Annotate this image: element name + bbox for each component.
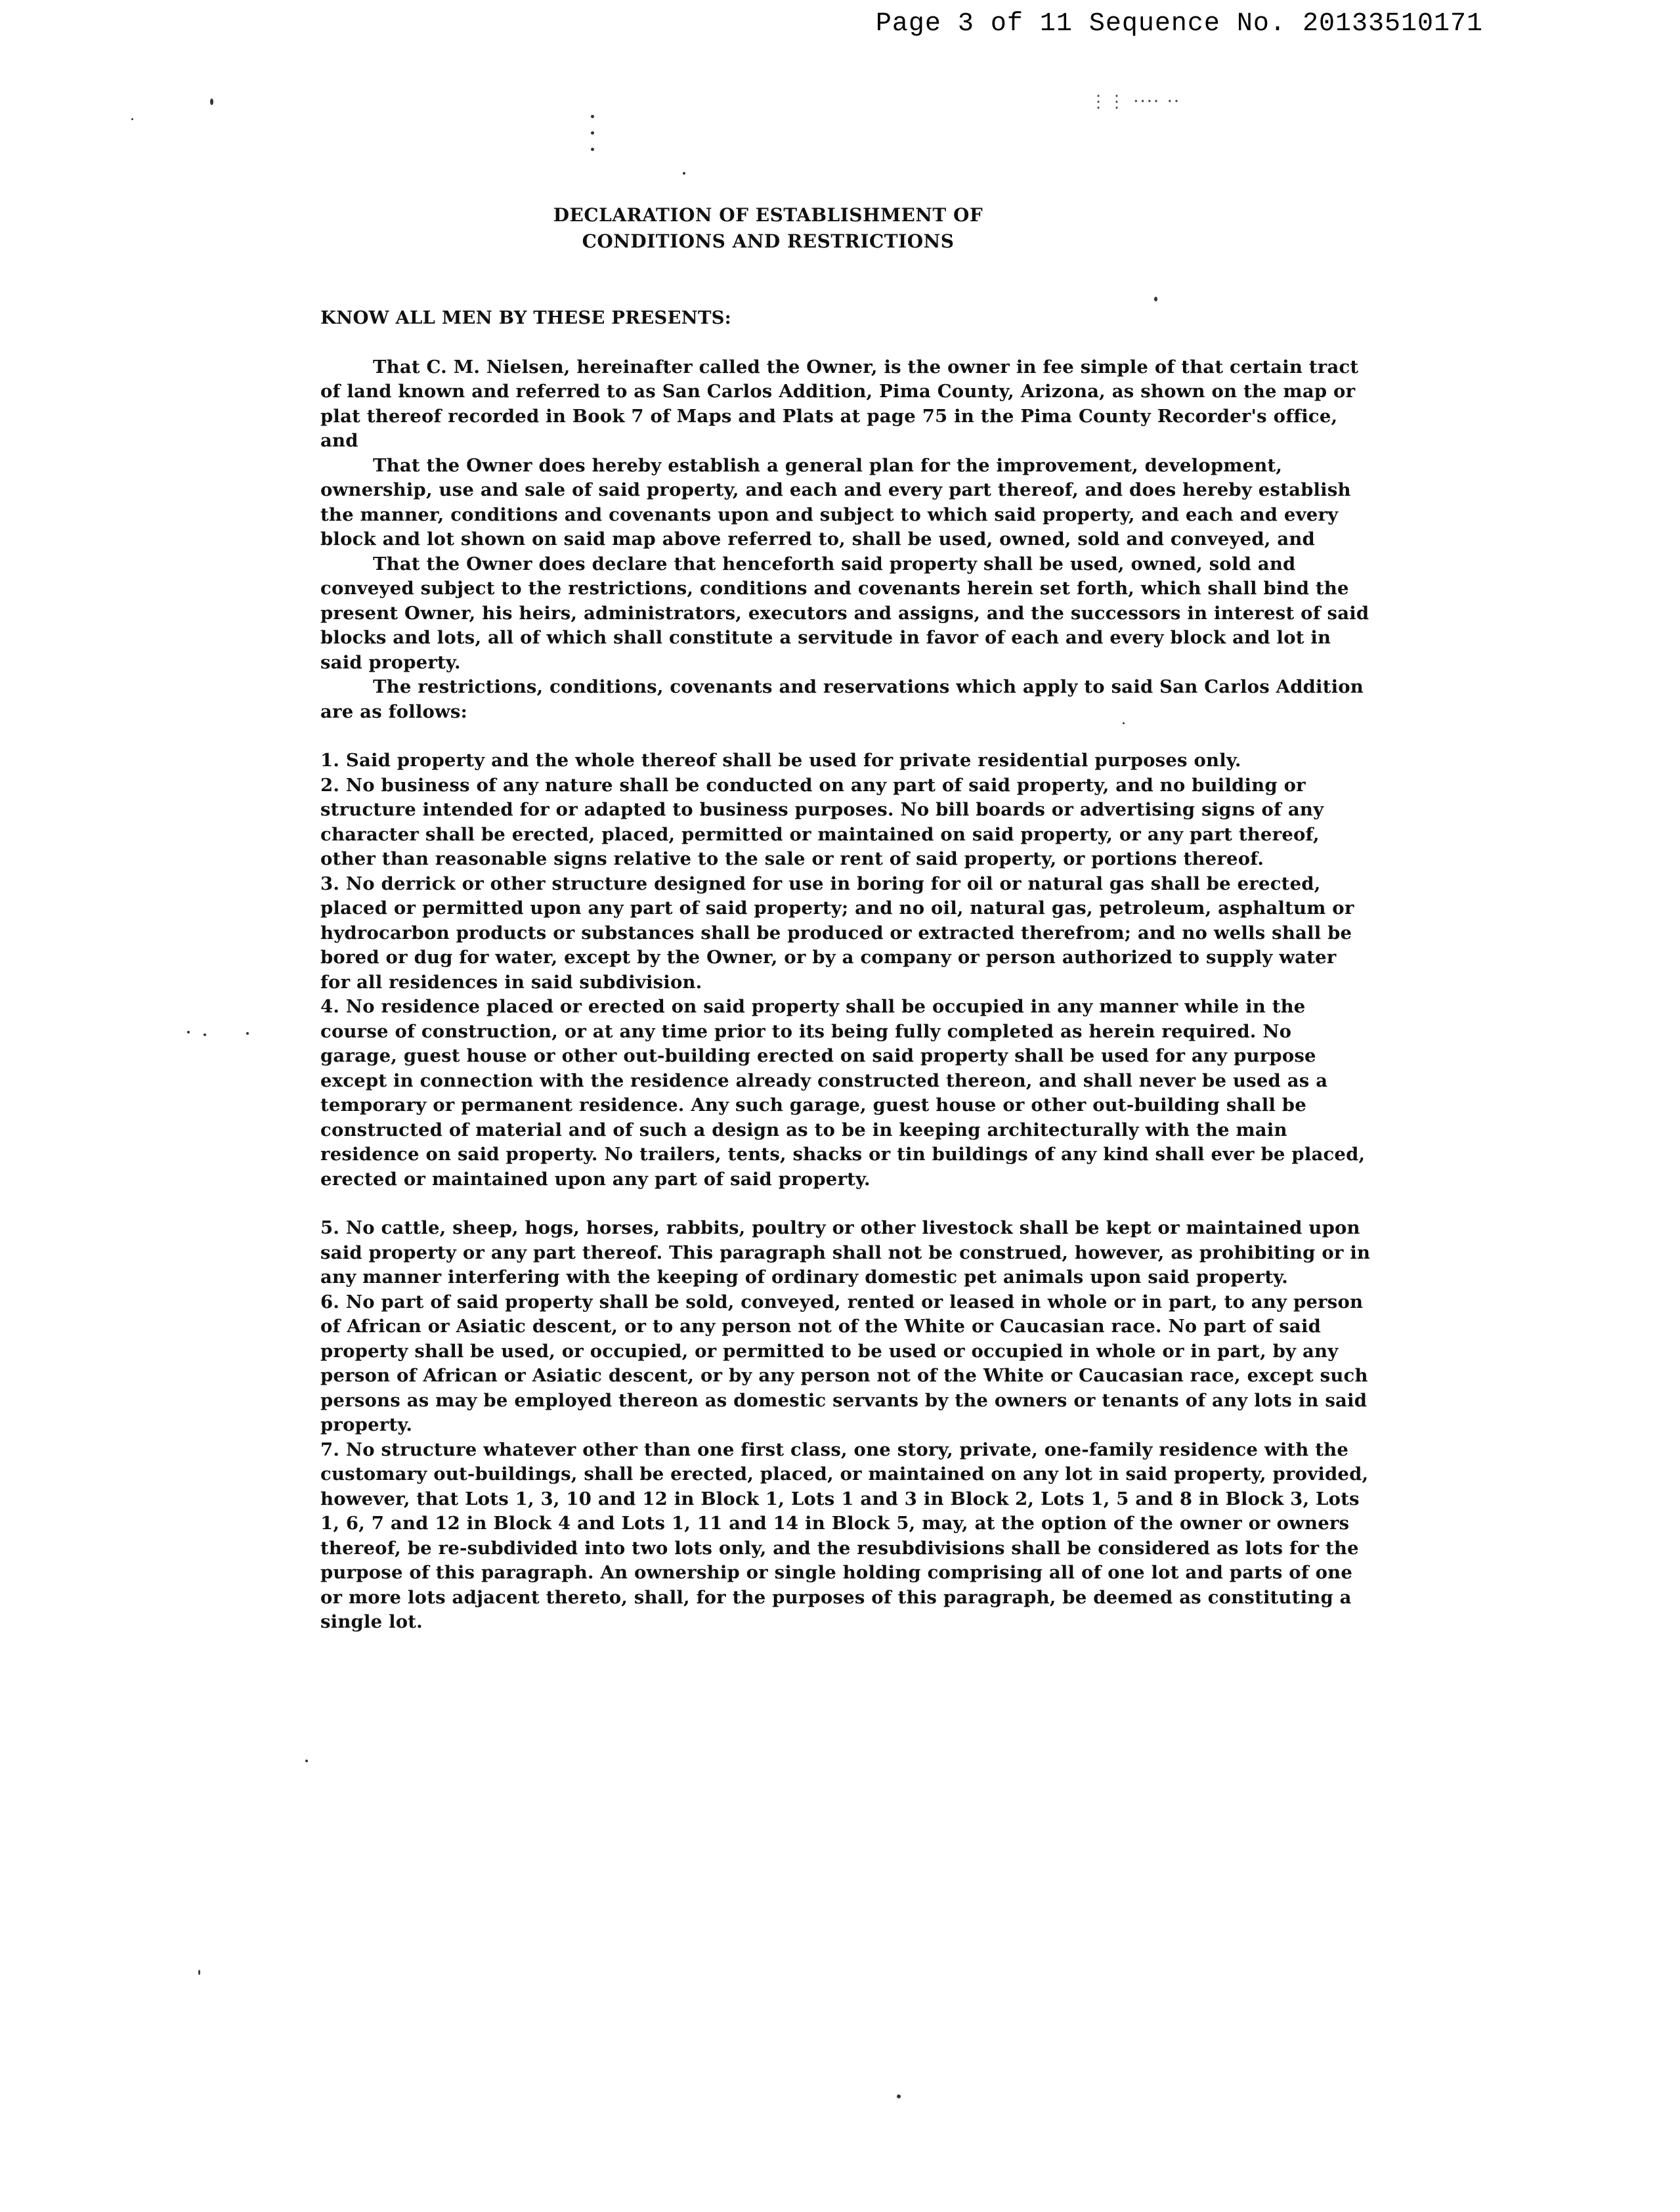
clause-3: 3. No derrick or other structure designed for use in boring for oil or natural gas shall be erected, placed or permitted upon any part of said property; and no oil, natural gas, petroleum, asphaltum or hydrocarbon products or substances shall be produced or extracted therefrom; and no wells shall be bored or dug for water, except by the Owner, or by a company or person authorized to supply water for all residences in said subdivision.: [320, 873, 1354, 993]
scan-speck: [591, 115, 594, 118]
clause-6: 6. No part of said property shall be sold, conveyed, rented or leased in whole or in part, to any person of African or Asiatic descent, or to any person not of the White or Caucasian race. No part of said property shall be used, or occupied, or permitted to be used or occupied in whole or in part, by any person of African or Asiatic descent, or by any person not of the White or Caucasian race, except such persons as may be employed thereon as domestic servants by the owners or tenants of any lots in said property.: [320, 1291, 1368, 1435]
scan-speck: [1123, 722, 1125, 724]
recital-paragraph: That the Owner does declare that henceforth said property shall be used, owned, sold and conveyed subject to the restrictions, conditions and covenants herein set forth, which shall bind the present Owner, his heirs, administrators, executors and assigns, and the successors in interest of said blocks and lots, all of which shall constitute a servitude in favor of each and every block and lot in said property.: [320, 553, 1369, 673]
scan-speck: [198, 1970, 200, 1975]
scan-speck: [187, 1031, 190, 1033]
title-line-1: DECLARATION OF ESTABLISHMENT OF: [553, 204, 983, 226]
scan-speck: [591, 148, 594, 151]
scan-speck: [246, 1032, 249, 1035]
scan-speck: [210, 98, 213, 105]
clause-2: 2. No business of any nature shall be conducted on any part of said property, and no building or structure intended for or adapted to business purposes. No bill boards or advertising signs of any character shall be erected, placed, permitted or maintained on said property, or any part thereof, other than reasonable signs relative to the sale or rent of said property, or portions thereof.: [320, 774, 1324, 869]
scan-speck: [591, 131, 594, 135]
scan-speck: [305, 1760, 308, 1762]
clause-7: 7. No structure whatever other than one first class, one story, private, one-family residence with the customary out-buildings, shall be erected, placed, or maintained on any lot in said property, provided, however, that Lots 1, 3, 10 and 12 in Block 1, Lots 1 and 3 in Block 2, Lots 1, 5 and 8 in Block 3, Lots 1, 6, 7 and 12 in Block 4 and Lots 1, 11 and 14 in Block 5, may, at the option of the owner or owners thereof, be re-subdivided into two lots only, and the resubdivisions shall be considered as lots for the purpose of this paragraph. An ownership or single holding comprising all of one lot and parts of one or more lots adjacent thereto, shall, for the purposes of this paragraph, be deemed as constituting a single lot.: [320, 1439, 1369, 1632]
scan-speck: [897, 2094, 901, 2098]
salutation: KNOW ALL MEN BY THESE PRESENTS:: [320, 307, 732, 328]
document-title: [0, 202, 1536, 255]
clause-4: 4. No residence placed or erected on said property shall be occupied in any manner while in the course of construction, or at any time prior to its being fully completed as herein required. No garage, guest house or other out-building erected on said property shall be used for any purpose except in connection with the residence already constructed thereon, and shall never be used as a temporary or permanent residence. Any such garage, guest house or other out-building shall be constructed of material and of such a design as to be in keeping architecturally with the main residence on said property. No trailers, tents, shacks or tin buildings of any kind shall ever be placed, erected or maintained upon any part of said property.: [320, 996, 1366, 1190]
scan-speck: [131, 118, 133, 120]
document-body: [320, 306, 1371, 1635]
title-line-2: CONDITIONS AND RESTRICTIONS: [582, 230, 955, 252]
scan-speck: [683, 172, 685, 175]
scan-speck: [204, 1033, 206, 1036]
recital-paragraph: That the Owner does hereby establish a general plan for the improvement, development, ownership, use and sale of said property, and each and every part thereof, and does hereby establish the manner, conditions and covenants upon and subject to which said property, and each and every block and lot shown on said map above referred to, shall be used, owned, sold and conveyed, and: [320, 454, 1351, 550]
recital-paragraph: The restrictions, conditions, covenants and reservations which apply to said San Carlos Addition are as follows:: [320, 676, 1364, 722]
page-sequence-header: Page 3 of 11 Sequence No. 20133510171: [875, 9, 1483, 39]
recorder-mark: ⋮⋮ ···· ··: [1090, 92, 1181, 112]
recital-paragraph: That C. M. Nielsen, hereinafter called the Owner, is the owner in fee simple of that certain tract of land known and referred to as San Carlos Addition, Pima County, Arizona, as shown on the map or plat thereof recorded in Book 7 of Maps and Plats at page 75 in the Pima County Recorder's office, and: [320, 356, 1359, 451]
clause-5: 5. No cattle, sheep, hogs, horses, rabbits, poultry or other livestock shall be kept or maintained upon said property or any part thereof. This paragraph shall not be construed, however, as prohibiting or in any manner interfering with the keeping of ordinary domestic pet animals upon said property.: [320, 1217, 1371, 1288]
scan-speck: [1154, 297, 1157, 301]
clause-1: 1. Said property and the whole thereof shall be used for private residential purposes only.: [320, 750, 1241, 771]
